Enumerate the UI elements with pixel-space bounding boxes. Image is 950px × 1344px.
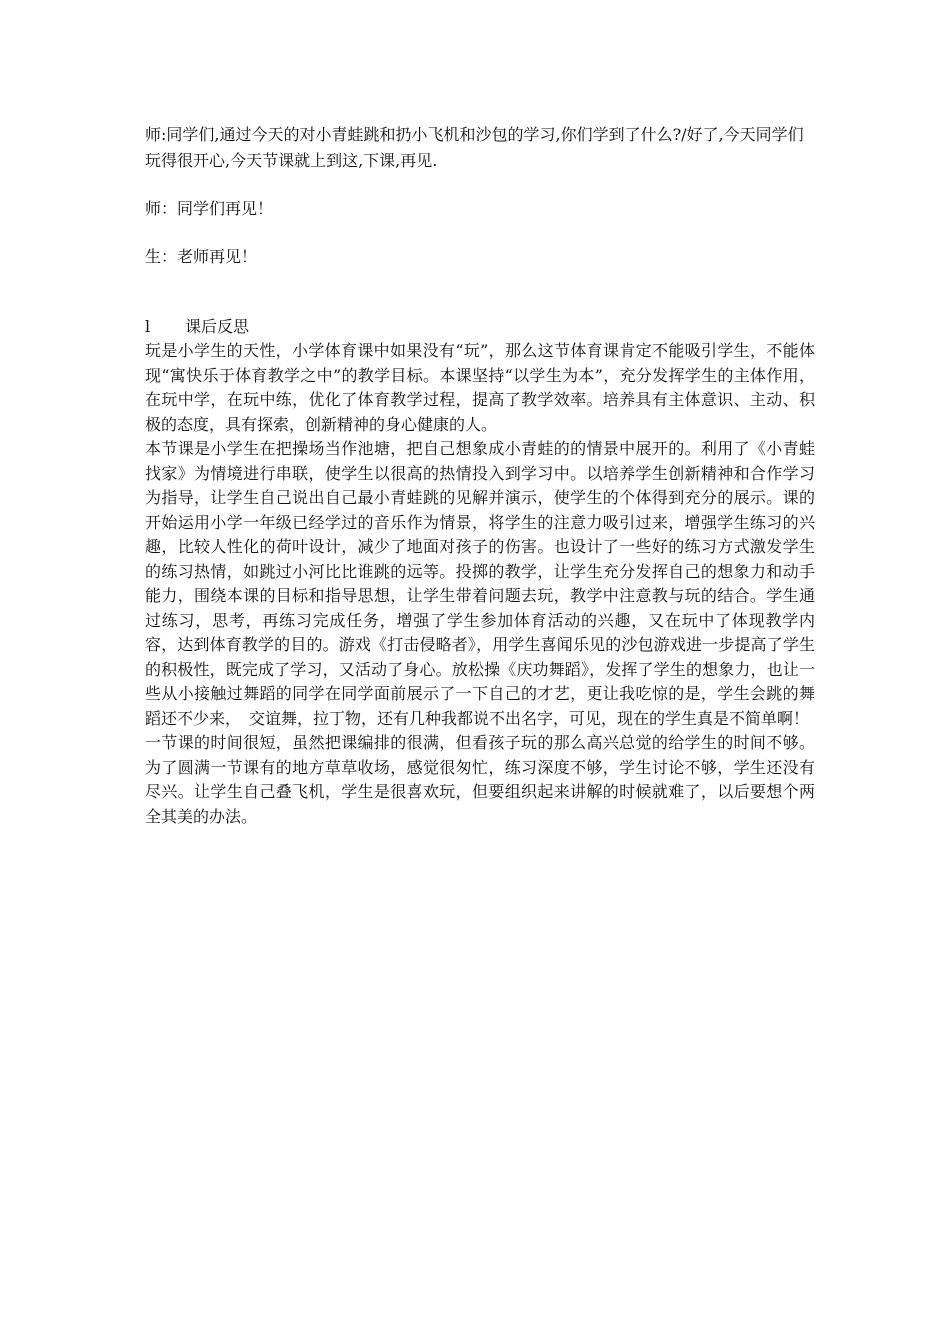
reflection-paragraph-3: 一节课的时间很短，虽然把课编排的很满，但看孩子玩的那么高兴总觉的给学生的时间不够。为了圆满一节课有的地方草草收场，感觉很匆忙，练习深度不够，学生讨论不够，学生还没有尽兴。让学生自己叠飞机，学生是很喜欢玩，但要组织起来讲解的时候就难了，以后要想个两全其美的办法。 xyxy=(145,733,815,826)
document-page xyxy=(145,122,815,829)
teacher-goodbye-line: 师：同学们再见！ xyxy=(145,199,274,218)
reflection-heading xyxy=(145,315,815,339)
reflection-paragraph-2: 本节课是小学生在把操场当作池塘，把自己想象成小青蛙的的情景中展开的。利用了《小青蛙找家》为情境进行串联，使学生以很高的热情投入到学习中。以培养学生创新精神和合作学习为指导，让学生自己说出自己最小青蛙跳的见解并演示，使学生的个体得到充分的展示。课的开始运用小学一年级已经学过的音乐作为情景，将学生的注意力吸引过来，增强学生练习的兴趣，比较人性化的荷叶设计，减少了地面对孩子的伤害。也设计了一些好的练习方式激发学生的练习热情，如跳过小河比比谁跳的远等。投掷的教学，让学生充分发挥自己的想象力和动手能力，围绕本课的目标和指导思想，让学生带着问题去玩，教学中注意教与玩的结合。学生通过练习，思考，再练习完成任务，增强了学生参加体育活动的兴趣，又在玩中了体现教学内容，达到体育教学的目的。游戏《打击侵略者》，用学生喜闻乐见的沙包游戏进一步提高了学生的积极性，既完成了学习，又活动了身心。放松操《庆功舞蹈》，发挥了学生的想象力，也让一些从小接触过舞蹈的同学在同学面前展示了一下自己的才艺，更让我吃惊的是，学生会跳的舞蹈还不少来， 交谊舞，拉丁物，还有几种我都说不出名字，可见，现在的学生真是不简单啊！ xyxy=(145,439,815,728)
reflection-heading-text: 课后反思 xyxy=(185,317,250,336)
bullet-marker: l xyxy=(145,317,151,336)
teacher-summary-line: 师:同学们,通过今天的对小青蛙跳和扔小飞机和沙包的学习,你们学到了什么?/好了,今天同学们玩得很开心,今天节课就上到这,下课,再见. xyxy=(145,125,804,170)
students-goodbye-line: 生：老师再见！ xyxy=(145,247,258,266)
reflection-paragraph-1: 玩是小学生的天性，小学体育课中如果没有“玩”，那么这节体育课肯定不能吸引学生，不能体现“寓快乐于体育教学之中”的教学目标。本课坚持“以学生为本”，充分发挥学生的主体作用，在玩中学，在玩中练，优化了体育教学过程，提高了教学效率。培养具有主体意识、主动、积极的态度，具有探索，创新精神的身心健康的人。 xyxy=(145,341,815,434)
